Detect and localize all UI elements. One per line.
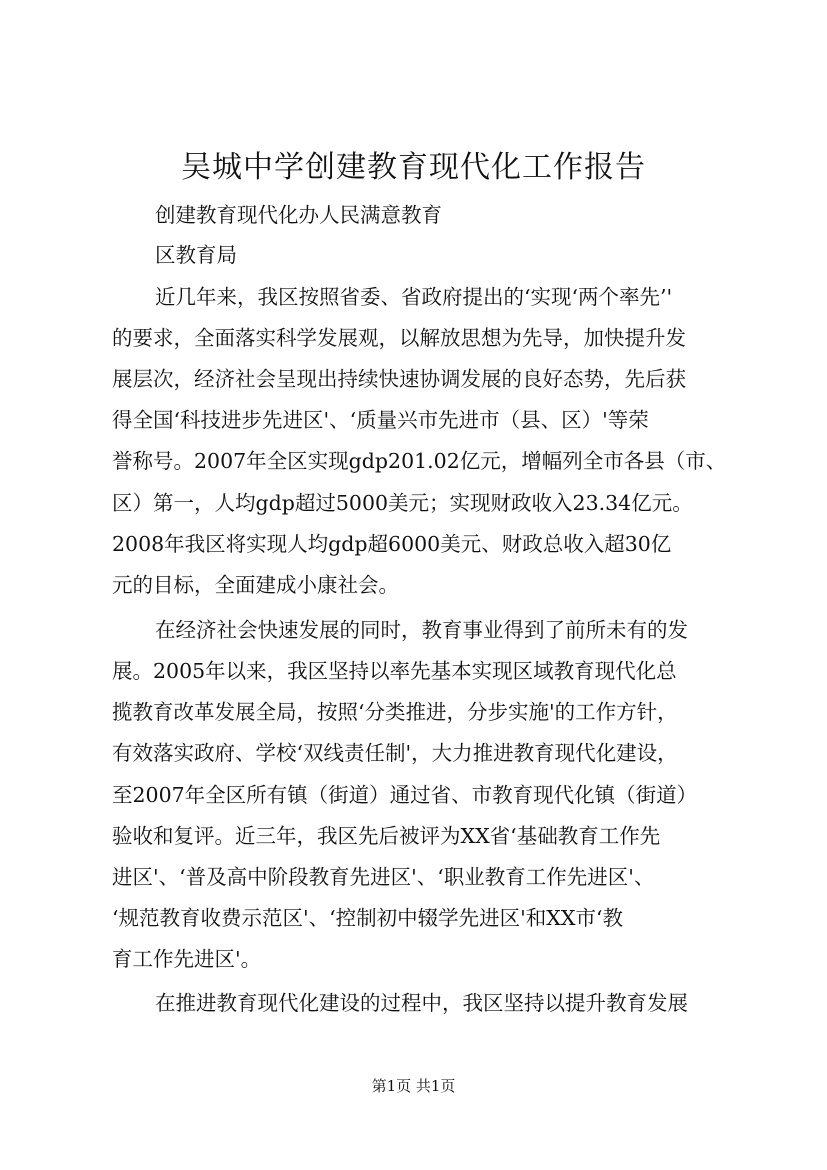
paragraph-line: 展。2005年以来，我区坚持以率先基本实现区域教育现代化总	[112, 659, 677, 683]
paragraph-line: 誉称号。2007年全区实现gdp201.02亿元，增幅列全市各县（市、	[112, 449, 727, 473]
paragraph-line: 元的目标，全面建成小康社会。	[112, 573, 399, 597]
paragraph-line: 得全国‘科技进步先进区'、‘质量兴市先进市（县、区）'等荣	[112, 408, 649, 432]
paragraph-line: 进区'、‘普及高中阶段教育先进区'、‘职业教育工作先进区'、	[112, 865, 655, 889]
paragraph-line: 有效落实政府、学校‘双线责任制'，大力推进教育现代化建设，	[112, 741, 678, 765]
paragraph-line: 在推进教育现代化建设的过程中，我区坚持以提升教育发展	[155, 991, 688, 1015]
paragraph-line: 的要求，全面落实科学发展观，以解放思想为先导，加快提升发	[112, 326, 686, 350]
paragraph-line: 至2007年全区所有镇（街道）通过省、市教育现代化镇（街道）	[112, 783, 698, 807]
document-title: 吴城中学创建教育现代化工作报告	[181, 150, 646, 185]
document-author: 区教育局	[155, 243, 237, 267]
paragraph-line: ‘规范教育收费示范区'、‘控制初中辍学先进区'和XX市‘教	[112, 906, 624, 930]
paragraph-line: 揽教育改革发展全局，按照‘分类推进，分步实施'的工作方针，	[112, 700, 678, 724]
document-subtitle: 创建教育现代化办人民满意教育	[155, 203, 442, 227]
paragraph-line: 在经济社会快速发展的同时，教育事业得到了前所未有的发	[155, 618, 688, 642]
paragraph-line: 区）第一，人均gdp超过5000美元；实现财政收入23.34亿元。	[112, 491, 693, 515]
page-footer: 第1页 共1页	[371, 1077, 456, 1095]
paragraph-line: 2008年我区将实现人均gdp超6000美元、财政总收入超30亿	[112, 532, 672, 556]
paragraph-line: 展层次，经济社会呈现出持续快速协调发展的良好态势，先后获	[112, 367, 686, 391]
paragraph-line: 近几年来，我区按照省委、省政府提出的‘实现‘两个率先’'	[155, 285, 673, 309]
paragraph-line: 验收和复评。近三年，我区先后被评为XX省‘基础教育工作先	[112, 824, 661, 848]
paragraph-line: 育工作先进区'。	[112, 947, 262, 971]
